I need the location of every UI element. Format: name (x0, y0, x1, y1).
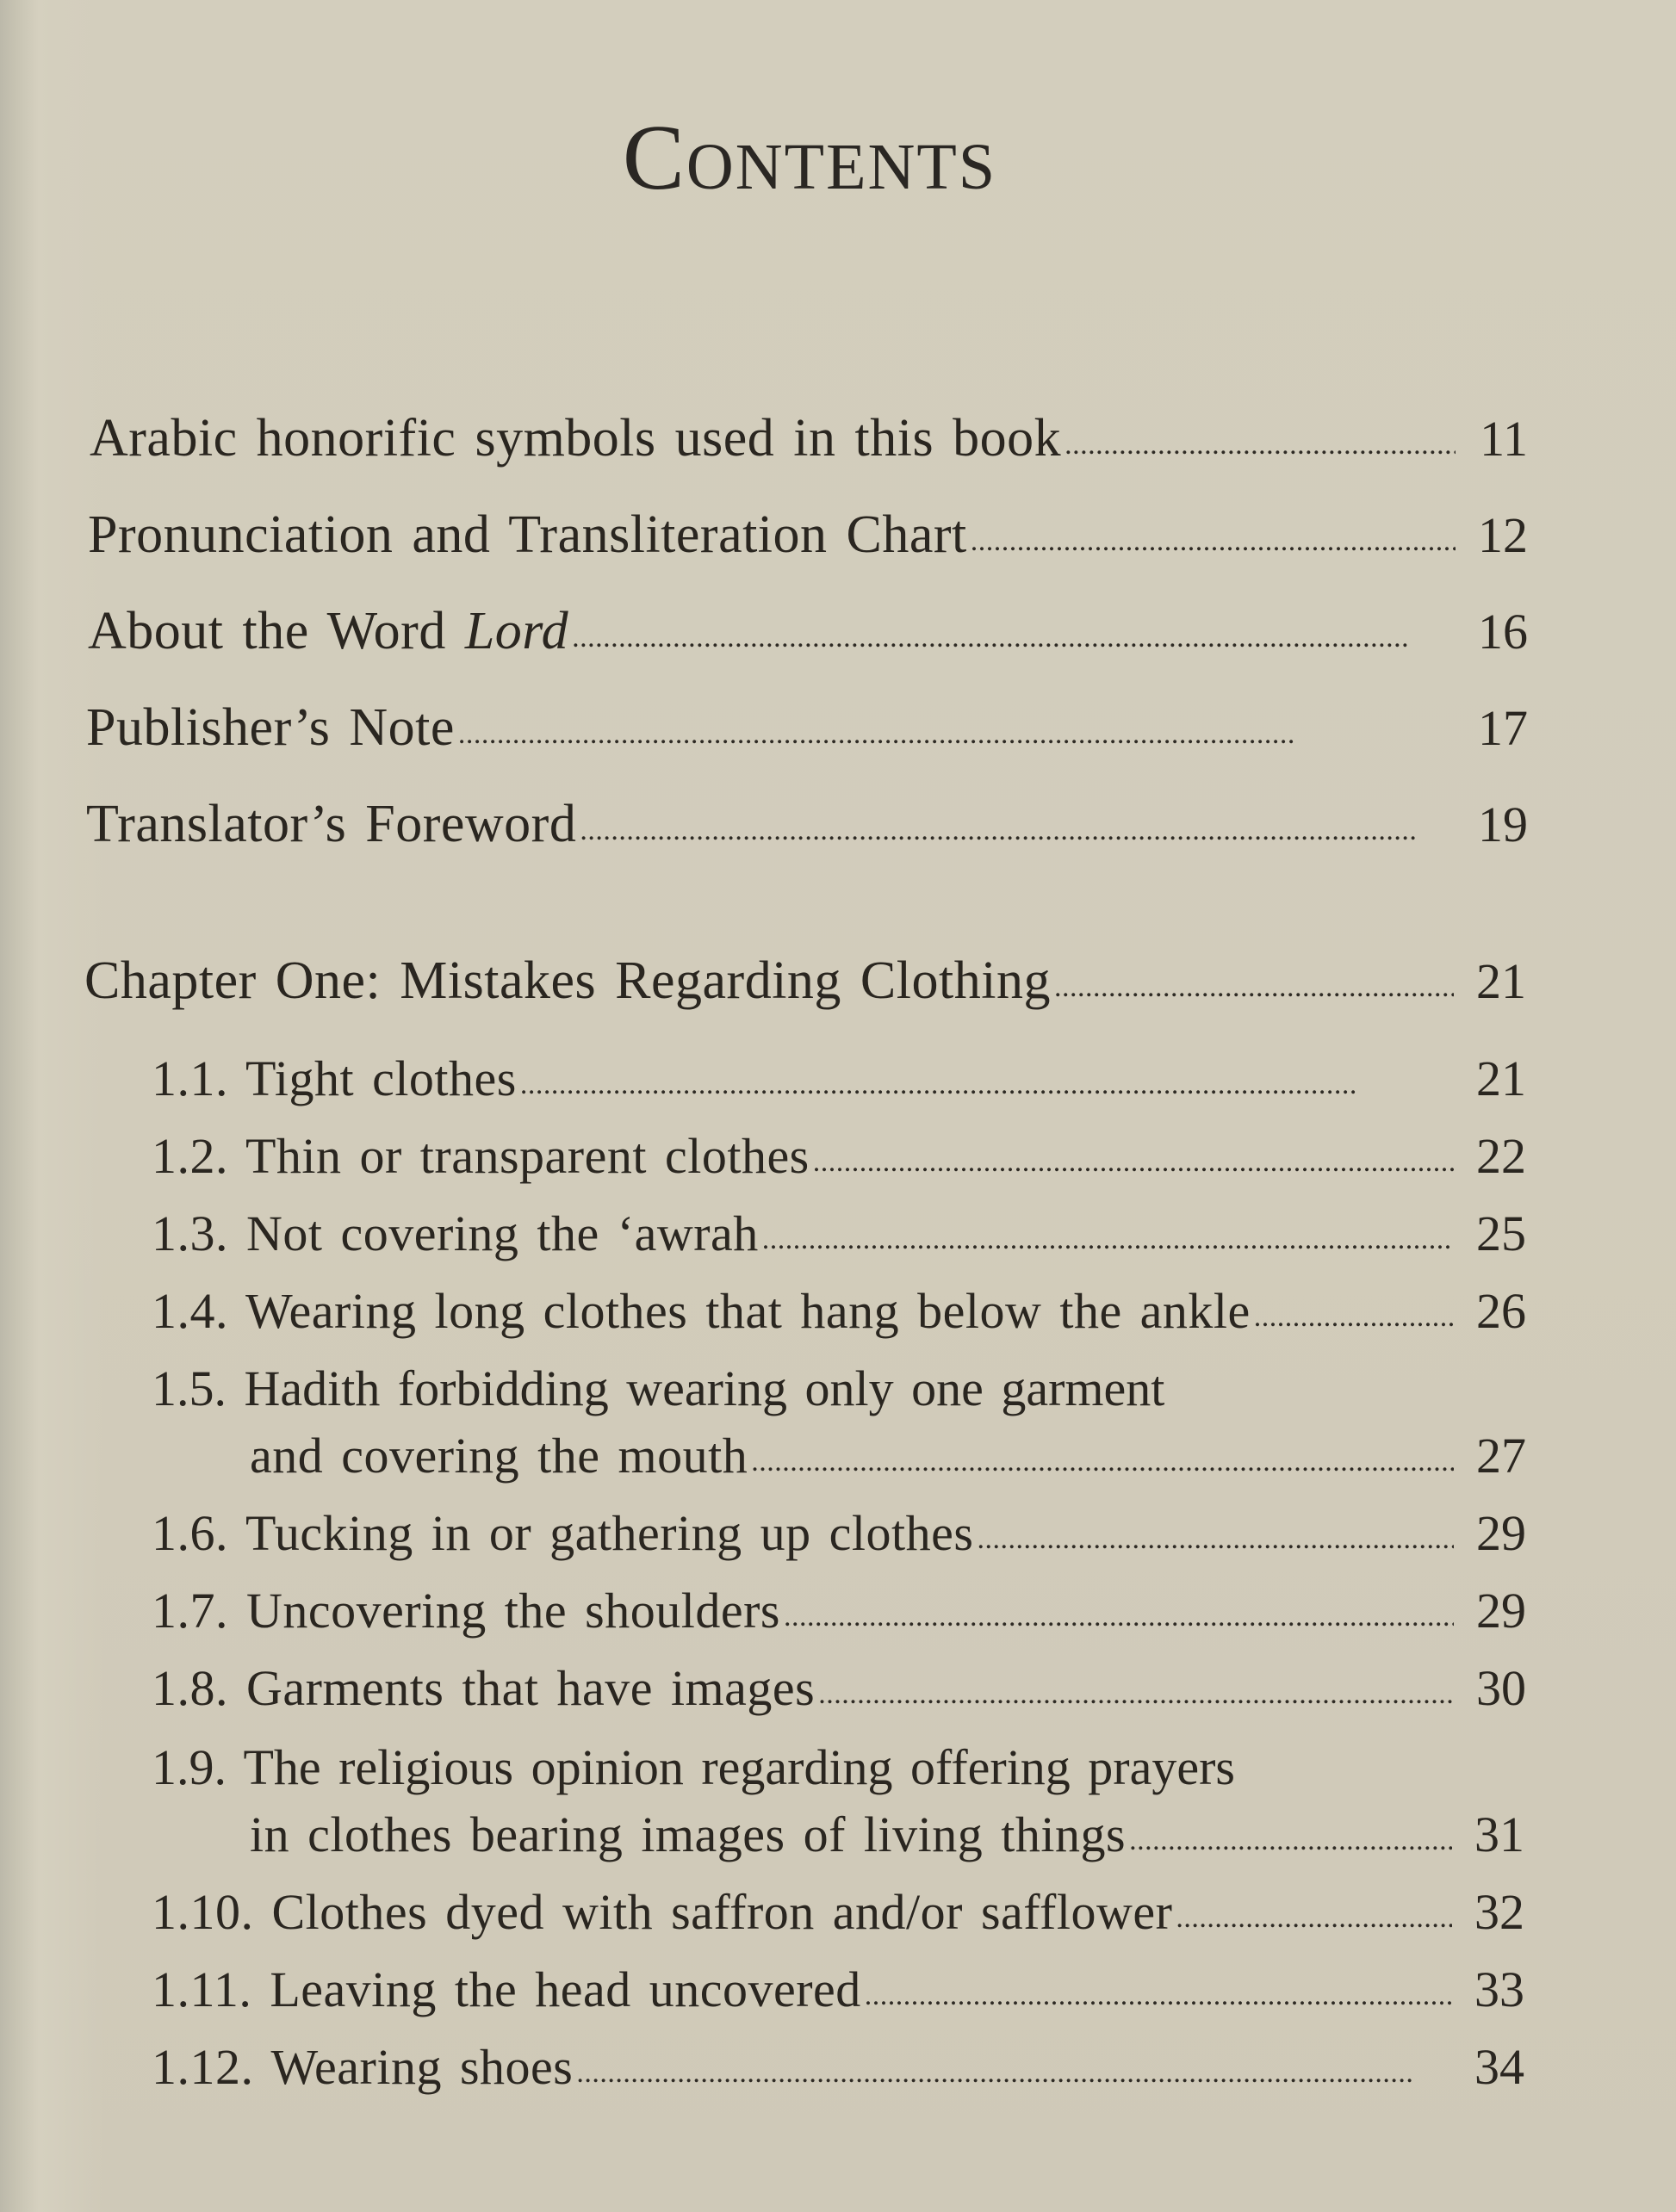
chapter-label: Chapter One: Mistakes Regarding Clothing (84, 951, 1051, 1010)
label-italic: Lord (464, 602, 569, 660)
toc-section-1-10[interactable] (152, 1884, 1524, 1940)
dot-leader (1054, 973, 1454, 1002)
toc-chapter-one[interactable] (84, 951, 1526, 1010)
section-number: 1.12. (152, 2039, 254, 2095)
section-label (152, 1205, 759, 1261)
dot-leader (1065, 431, 1456, 460)
section-title: Hadith forbidding wearing only one garment (244, 1360, 1165, 1416)
section-title: Not covering the ‘awrah (246, 1205, 759, 1261)
section-title: The religious opinion regarding offering prayers (243, 1739, 1235, 1795)
toc-page-number: 26 (1476, 1283, 1526, 1339)
toc-section-1-9-line1[interactable] (152, 1739, 1235, 1795)
toc-section-1-5-line1[interactable] (152, 1360, 1165, 1416)
section-label (152, 1884, 1173, 1940)
dot-leader (813, 1148, 1454, 1177)
section-number: 1.4. (152, 1283, 228, 1339)
section-label (152, 1583, 780, 1639)
section-label (152, 2039, 574, 2095)
dot-leader (818, 1680, 1454, 1709)
section-label (152, 1505, 974, 1561)
dot-leader (572, 623, 1456, 653)
section-number: 1.5. (152, 1360, 227, 1416)
toc-entry-label: Publisher’s Note (86, 698, 455, 757)
toc-page-number: 21 (1476, 1050, 1526, 1106)
dot-leader (1129, 1826, 1452, 1856)
toc-section-1-8[interactable] (152, 1660, 1526, 1716)
toc-page-number: 31 (1474, 1806, 1524, 1862)
label-prefix: About the Word (88, 602, 465, 660)
toc-section-1-6[interactable] (152, 1505, 1526, 1561)
toc-section-1-9[interactable] (250, 1806, 1524, 1862)
toc-section-1-7[interactable] (152, 1583, 1526, 1639)
section-title: Wearing shoes (270, 2039, 574, 2095)
toc-page-number: 19 (1478, 796, 1528, 852)
dot-leader (971, 527, 1456, 556)
section-number: 1.9. (152, 1739, 227, 1795)
toc-page-number: 30 (1476, 1660, 1526, 1716)
toc-entry-pronunciation-chart[interactable] (88, 505, 1528, 564)
section-label (152, 1961, 861, 2017)
dot-leader (751, 1447, 1454, 1477)
toc-section-1-3[interactable] (152, 1205, 1526, 1261)
toc-page-number: 11 (1480, 411, 1528, 467)
toc-entry-label: Translator’s Foreword (86, 795, 577, 853)
dot-leader (580, 816, 1456, 846)
section-title: Thin or transparent clothes (245, 1128, 810, 1184)
section-number: 1.8. (152, 1660, 228, 1716)
section-number: 1.1. (152, 1050, 228, 1106)
toc-entry-about-word-lord[interactable] (88, 604, 1528, 658)
toc-entry-publishers-note[interactable] (86, 698, 1528, 757)
section-number: 1.11. (152, 1961, 252, 2017)
section-title: Garments that have images (246, 1660, 816, 1716)
toc-section-1-11[interactable] (152, 1961, 1524, 2017)
dot-leader (576, 2059, 1452, 2088)
toc-page-number: 22 (1476, 1128, 1526, 1184)
toc-section-1-1[interactable] (152, 1050, 1526, 1106)
section-title-continued: and covering the mouth (250, 1428, 748, 1484)
toc-page-number: 34 (1474, 2039, 1524, 2095)
toc-page-number: 33 (1474, 1961, 1524, 2017)
section-label (152, 1050, 517, 1106)
toc-section-1-2[interactable] (152, 1128, 1526, 1184)
toc-entry-label: Pronunciation and Transliteration Chart (88, 505, 967, 564)
toc-section-1-5[interactable] (250, 1428, 1526, 1484)
section-title: Tucking in or gathering up clothes (245, 1505, 974, 1561)
dot-leader (977, 1525, 1454, 1554)
toc-entry-honorific-symbols[interactable] (90, 409, 1528, 468)
section-title: Clothes dyed with saffron and/or safflower (271, 1884, 1173, 1940)
toc-page-number: 29 (1476, 1583, 1526, 1639)
section-title-continued: in clothes bearing images of living things (250, 1806, 1127, 1862)
section-label (152, 1128, 810, 1184)
dot-leader (1254, 1303, 1454, 1332)
toc-page-number: 27 (1476, 1428, 1526, 1484)
section-number: 1.10. (152, 1884, 254, 1940)
toc-page-number: 32 (1474, 1884, 1524, 1940)
toc-page-number: 12 (1478, 507, 1528, 563)
dot-leader (520, 1070, 1454, 1100)
toc-page-number: 21 (1476, 953, 1526, 1009)
dot-leader (1176, 1904, 1452, 1933)
section-title: Wearing long clothes that hang below the ankle (245, 1283, 1251, 1339)
toc-section-1-4[interactable] (152, 1283, 1526, 1339)
section-label (152, 1660, 816, 1716)
section-title: Uncovering the shoulders (246, 1583, 780, 1639)
section-title: Leaving the head uncovered (270, 1961, 861, 2017)
dot-leader (762, 1225, 1454, 1255)
toc-section-1-12[interactable] (152, 2039, 1524, 2095)
toc-entry-translators-foreword[interactable] (86, 797, 1528, 851)
dot-leader (865, 1981, 1452, 2011)
toc-page-number: 16 (1478, 604, 1528, 660)
toc-page-number: 29 (1476, 1505, 1526, 1561)
toc-page-number: 17 (1478, 700, 1528, 756)
toc-page-number: 25 (1476, 1205, 1526, 1261)
dot-leader (458, 720, 1456, 749)
section-number: 1.3. (152, 1205, 228, 1261)
section-label (152, 1283, 1251, 1339)
section-number: 1.6. (152, 1505, 228, 1561)
section-number: 1.2. (152, 1128, 228, 1184)
toc-entry-label (88, 604, 568, 658)
toc-entry-label: Arabic honorific symbols used in this book (90, 409, 1062, 468)
section-number: 1.7. (152, 1583, 228, 1639)
page-title: Contents (622, 107, 997, 209)
section-title: Tight clothes (245, 1050, 517, 1106)
dot-leader (784, 1602, 1454, 1632)
